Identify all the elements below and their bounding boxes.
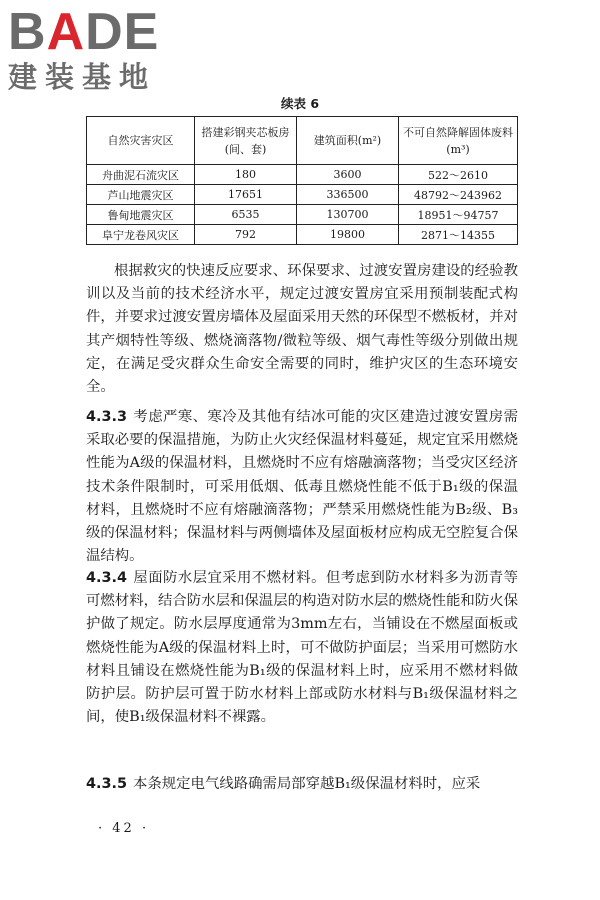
section-text: 考虑严寒、寒冷及其他有结冰可能的灾区建造过渡安置房需采取必要的保温措施，为防止火灾经保温材料蔓延，规定宜采用燃烧性能为A级的保温材料，且燃烧时不应有熔融滴落物；当受灾区经济技术条件限制时，可采用低烟、低毒且燃烧性能不低于B₁级的保温材料，且燃烧时不应有熔融滴落物；严禁采用燃烧性能为B₂级、B₃级的保温材料；保温材料与两侧墙体及屋面板材应构成无空腔复合保温结构。 [86, 409, 518, 565]
disaster-housing-table [86, 116, 518, 245]
table-cell: 阜宁龙卷风灾区 [87, 225, 195, 245]
table-cell: 芦山地震灾区 [87, 185, 195, 205]
header-cell: 建筑面积(m²) [297, 117, 399, 165]
logo-accent-letter: A [46, 3, 86, 61]
logo-wordmark: BADE [8, 3, 160, 61]
table-cell: 2871～14355 [399, 225, 518, 245]
section-number: 4.3.3 [86, 409, 127, 425]
table-cell: 180 [195, 165, 297, 185]
section-text: 屋面防水层宜采用不燃材料。但考虑到防水材料多为沥青等可燃材料，结合防水层和保温层的构造对防水层的燃烧性能和防火保护做了规定。防水层厚度通常为3mm左右，当铺设在不燃屋面板或燃烧性能为A级的保温材料上时，可不做防护面层；当采用可燃防水材料且铺设在燃烧性能为B₁级的保温材料上时，应采用不燃材料做防护层。防护层可置于防水材料上部或防水材料与B₁级保温材料之间，使B₁级保温材料不裸露。 [86, 570, 518, 726]
table-row [87, 185, 518, 205]
section-4-3-3 [86, 406, 518, 568]
table-cell: 130700 [297, 205, 399, 225]
section-text: 本条规定电气线路确需局部穿越B₁级保温材料时，应采 [132, 776, 481, 792]
table-cell: 792 [195, 225, 297, 245]
table-cell: 鲁甸地震灾区 [87, 205, 195, 225]
section-4-3-5 [86, 773, 518, 796]
body-text [86, 260, 518, 399]
logo-subtitle: 建装基地 [8, 60, 157, 94]
page-number: · 42 · [98, 821, 150, 836]
section-4-3-4 [86, 567, 518, 729]
section-number: 4.3.4 [86, 570, 127, 586]
bade-logo [8, 3, 160, 94]
table-cell: 18951～94757 [399, 205, 518, 225]
table-header-row [87, 117, 518, 165]
table-cell: 3600 [297, 165, 399, 185]
paragraph-rationale: 根据救灾的快速反应要求、环保要求、过渡安置房建设的经验教训以及当前的技术经济水平，规定过渡安置房宜采用预制装配式构件，并要求过渡安置房墙体及屋面采用天然的环保型不燃板材，并对其产烟特性等级、燃烧滴落物/微粒等级、烟气毒性等级分别做出规定，在满足受灾群众生命安全需要的同时，维护灾区的生态环境安全。 [86, 263, 518, 396]
header-cell: 搭建彩钢夹芯板房(间、套) [195, 117, 297, 165]
table-cell: 48792～243962 [399, 185, 518, 205]
table-caption: 续表 6 [280, 96, 320, 111]
table-row [87, 165, 518, 185]
header-cell: 自然灾害灾区 [87, 117, 195, 165]
table-cell: 17651 [195, 185, 297, 205]
table-cell: 舟曲泥石流灾区 [87, 165, 195, 185]
table-row [87, 225, 518, 245]
section-number: 4.3.5 [86, 776, 127, 792]
header-cell: 不可自然降解固体废料(m³) [399, 117, 518, 165]
table-cell: 19800 [297, 225, 399, 245]
table-cell: 6535 [195, 205, 297, 225]
table-row [87, 205, 518, 225]
table-cell: 522～2610 [399, 165, 518, 185]
table-cell: 336500 [297, 185, 399, 205]
